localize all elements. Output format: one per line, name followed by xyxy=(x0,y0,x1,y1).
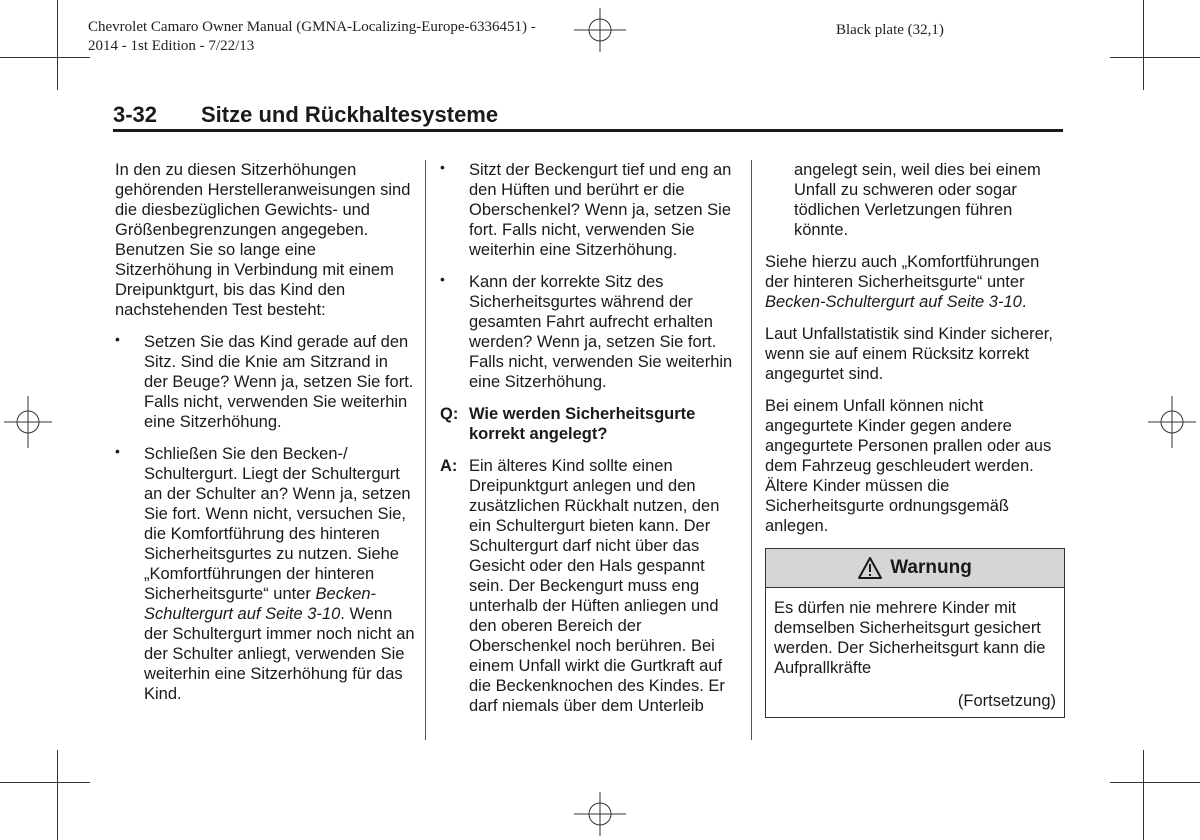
list-item xyxy=(440,160,740,260)
warning-text: Es dürfen nie mehrere Kinder mit demselben Sicherheitsgurt gesichert werden. Der Sicherheitsgurt kann die Aufprallkräfte xyxy=(774,599,1046,677)
crop-mark xyxy=(1110,782,1200,783)
paragraph: Laut Unfallstatistik sind Kinder sicherer, wenn sie auf einem Rücksitz korrekt angegurtet sind. xyxy=(765,325,1053,383)
list-item xyxy=(115,332,415,432)
list-item-text: Setzen Sie das Kind gerade auf den Sitz. Sind die Knie am Sitzrand in der Beuge? Wenn ja, setzen Sie fort. Falls nicht, verwenden Sie weiterhin eine Sitzerhöhung. xyxy=(144,333,414,431)
section-rule xyxy=(113,129,1063,132)
crop-mark xyxy=(1143,750,1144,840)
list-item-text: Schließen Sie den Becken-/ Schultergurt. Liegt der Schultergurt an der Schulter an? Wenn ja, setzen Sie fort. Wenn nicht, versuchen Sie, die Komfortführung des hinteren Sicherheitsgurtes zu nutzen. Siehe „Komfortführungen der hinteren Sicherheitsgurte“ unter xyxy=(144,445,411,603)
section-heading xyxy=(113,102,498,128)
column-divider xyxy=(751,160,752,740)
list-item xyxy=(440,272,740,392)
paragraph: Siehe hierzu auch „Komfortführungen der hinteren Sicherheitsgurte“ unter Becken-Schultergurt auf Seite 3-10. xyxy=(765,253,1040,311)
warning-box xyxy=(765,548,1065,718)
answer-continued: angelegt sein, weil dies bei einem Unfall zu schweren oder sogar tödlichen Verletzungen führen könnte. xyxy=(794,161,1041,239)
cross-reference-link[interactable]: Becken-Schultergurt auf Seite 3-10 xyxy=(765,293,1022,311)
list-item-text: . Wenn der Schultergurt immer noch nicht an der Schulter anliegt, verwenden Sie weiterhin eine Sitzerhöhung für das Kind. xyxy=(144,605,415,703)
page-number: 3-32 xyxy=(113,102,158,127)
bullet-icon: • xyxy=(115,443,120,459)
registration-mark-icon xyxy=(1148,396,1196,448)
intro-paragraph: In den zu diesen Sitzerhöhungen gehörenden Herstelleranweisungen sind die diesbezüglichen Gewichts- und Größenbegrenzungen angegeben. Benutzen Sie so lange eine Sitzerhöhung in Verbindung mit einem Dreipunktgurt, bis das Kind den nachstehenden Test besteht: xyxy=(115,161,411,319)
header-edition: 2014 - 1st Edition - 7/22/13 xyxy=(88,38,255,54)
warning-triangle-icon xyxy=(858,557,882,579)
question-tag: Q: xyxy=(440,405,459,423)
answer-text: Ein älteres Kind sollte einen Dreipunktgurt anlegen und den zusätzlichen Rückhalt nutzen, den ein Schultergurt bieten kann. Der Schultergurt darf nicht über das Gesicht oder den Hals gespannt sein. Der Beckengurt muss eng unterhalb der Hüften anliegen und den oberen Bereich der Oberschenkel noch berühren. Bei einem Unfall wirkt die Gurtkraft auf die Beckenknochen des Kindes. Er darf niemals über dem Unterleib xyxy=(469,457,725,715)
answer-tag: A: xyxy=(440,457,458,475)
registration-mark-icon xyxy=(574,8,626,52)
column-1 xyxy=(115,160,415,716)
bullet-icon: • xyxy=(440,271,445,287)
answer xyxy=(440,456,740,716)
registration-mark-icon xyxy=(574,792,626,836)
crop-mark xyxy=(1110,57,1200,58)
bullet-icon: • xyxy=(115,331,120,347)
question xyxy=(440,404,740,444)
list-item xyxy=(115,444,415,704)
warning-header xyxy=(766,549,1064,588)
crop-mark xyxy=(57,0,58,90)
column-divider xyxy=(425,160,426,740)
warning-title: Warnung xyxy=(890,557,972,578)
continuation-note: (Fortsetzung) xyxy=(957,692,1056,710)
crop-mark xyxy=(57,750,58,840)
crop-mark xyxy=(1143,0,1144,90)
section-title: Sitze und Rückhaltesysteme xyxy=(201,102,499,127)
crop-mark xyxy=(0,57,90,58)
paragraph: Bei einem Unfall können nicht angegurtete Kinder gegen andere angegurtete Personen prallen oder aus dem Fahrzeug geschleudert werden. Ältere Kinder müssen die Sicherheitsgurte ordnungsgemäß anlegen. xyxy=(765,397,1052,535)
bullet-icon: • xyxy=(440,159,445,175)
question-text: Wie werden Sicherheitsgurte korrekt angelegt? xyxy=(469,405,696,443)
column-2 xyxy=(440,160,740,728)
running-header xyxy=(88,18,536,56)
crop-mark xyxy=(0,782,90,783)
list-item-text: Sitzt der Beckengurt tief und eng an den Hüften und berührt er die Oberschenkel? Wenn ja, setzen Sie fort. Falls nicht, verwenden Sie weiterhin eine Sitzerhöhung. xyxy=(469,161,732,259)
registration-mark-icon xyxy=(4,396,52,448)
header-manual-title: Chevrolet Camaro Owner Manual (GMNA-Localizing-Europe-6336451) - xyxy=(88,19,536,35)
list-item-text: Kann der korrekte Sitz des Sicherheitsgurtes während der gesamten Fahrt aufrecht erhalten werden? Wenn ja, setzen Sie fort. Falls nicht, verwenden Sie weiterhin eine Sitzerhöhung. xyxy=(469,273,733,391)
cross-reference-link[interactable]: Becken-Schultergurt auf Seite 3-10 xyxy=(144,585,377,623)
column-3 xyxy=(765,160,1065,718)
header-plate: Black plate (32,1) xyxy=(836,22,944,38)
